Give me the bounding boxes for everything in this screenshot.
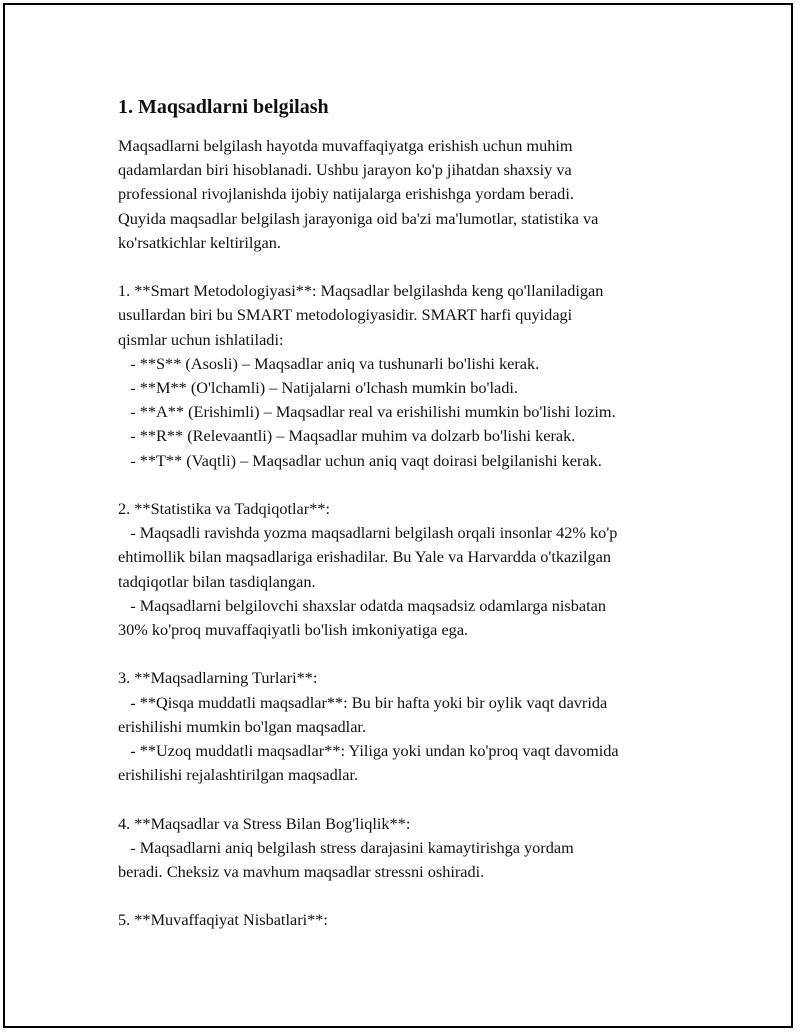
stress-section: 4. **Maqsadlar va Stress Bilan Bog'liqlik**: - Maqsadlarni aniq belgilash stress darajasini kamaytirishga yordam beradi. Cheksiz va mavhum maqsadlar stressni oshiradi. [118, 813, 574, 882]
statistics-section: 2. **Statistika va Tadqiqotlar**: - Maqsadli ravishda yozma maqsadlarni belgilash orqali insonlar 42% ko'p ehtimollik bilan maqsadlariga erishadilar. Bu Yale va Harvardda o'tkazilgan tadqiqotlar bilan tasdiqlangan. - Maqsadlarni belgilovchi shaxslar odatda maqsadsiz odamlarga nisbatan 30% ko'proq muvaffaqiyatli bo'lish imkoniyatiga ega. [118, 499, 618, 640]
section-heading: 1. Maqsadlarni belgilash [118, 96, 329, 118]
success-ratios-section: 5. **Muvaffaqiyat Nisbatlari**: [118, 910, 328, 930]
goal-types-section: 3. **Maqsadlarning Turlari**: - **Qisqa muddatli maqsadlar**: Bu bir hafta yoki bir oylik vaqt davrida erishilishi mumkin bo'lgan maqsadlar. - **Uzoq muddatli maqsadlar**: Yiliga yoki undan ko'proq vaqt davomida erishilishi rejalashtirilgan maqsadlar. [118, 668, 619, 785]
smart-methodology-section: 1. **Smart Metodologiyasi**: Maqsadlar belgilashda keng qo'llaniladigan usullardan biri bu SMART metodologiyasidir. SMART harfi quyidagi qismlar uchun ishlatiladi: - **S** (Asosli) – Maqsadlar aniq va tushunarli bo'lishi kerak. - **M** (O'lchamli) – Natijalarni o'lchash mumkin bo'ladi. - **A** (Erishimli) – Maqsadlar real va erishilishi mumkin bo'lishi lozim. - **R** (Relevaantli) – Maqsadlar muhim va dolzarb bo'lishi kerak. - **T** (Vaqtli) – Maqsadlar uchun aniq vaqt doirasi belgilanishi kerak. [118, 281, 616, 470]
document-body [118, 94, 718, 933]
intro-paragraph: Maqsadlarni belgilash hayotda muvaffaqiyatga erishish uchun muhim qadamlardan biri hisoblanadi. Ushbu jarayon ko'p jihatdan shaxsiy va professional rivojlanishda ijobiy natijalarga erishishga yordam beradi. Quyida maqsadlar belgilash jarayoniga oid ba'zi ma'lumotlar, statistika va ko'rsatkichlar keltirilgan. [118, 136, 599, 252]
